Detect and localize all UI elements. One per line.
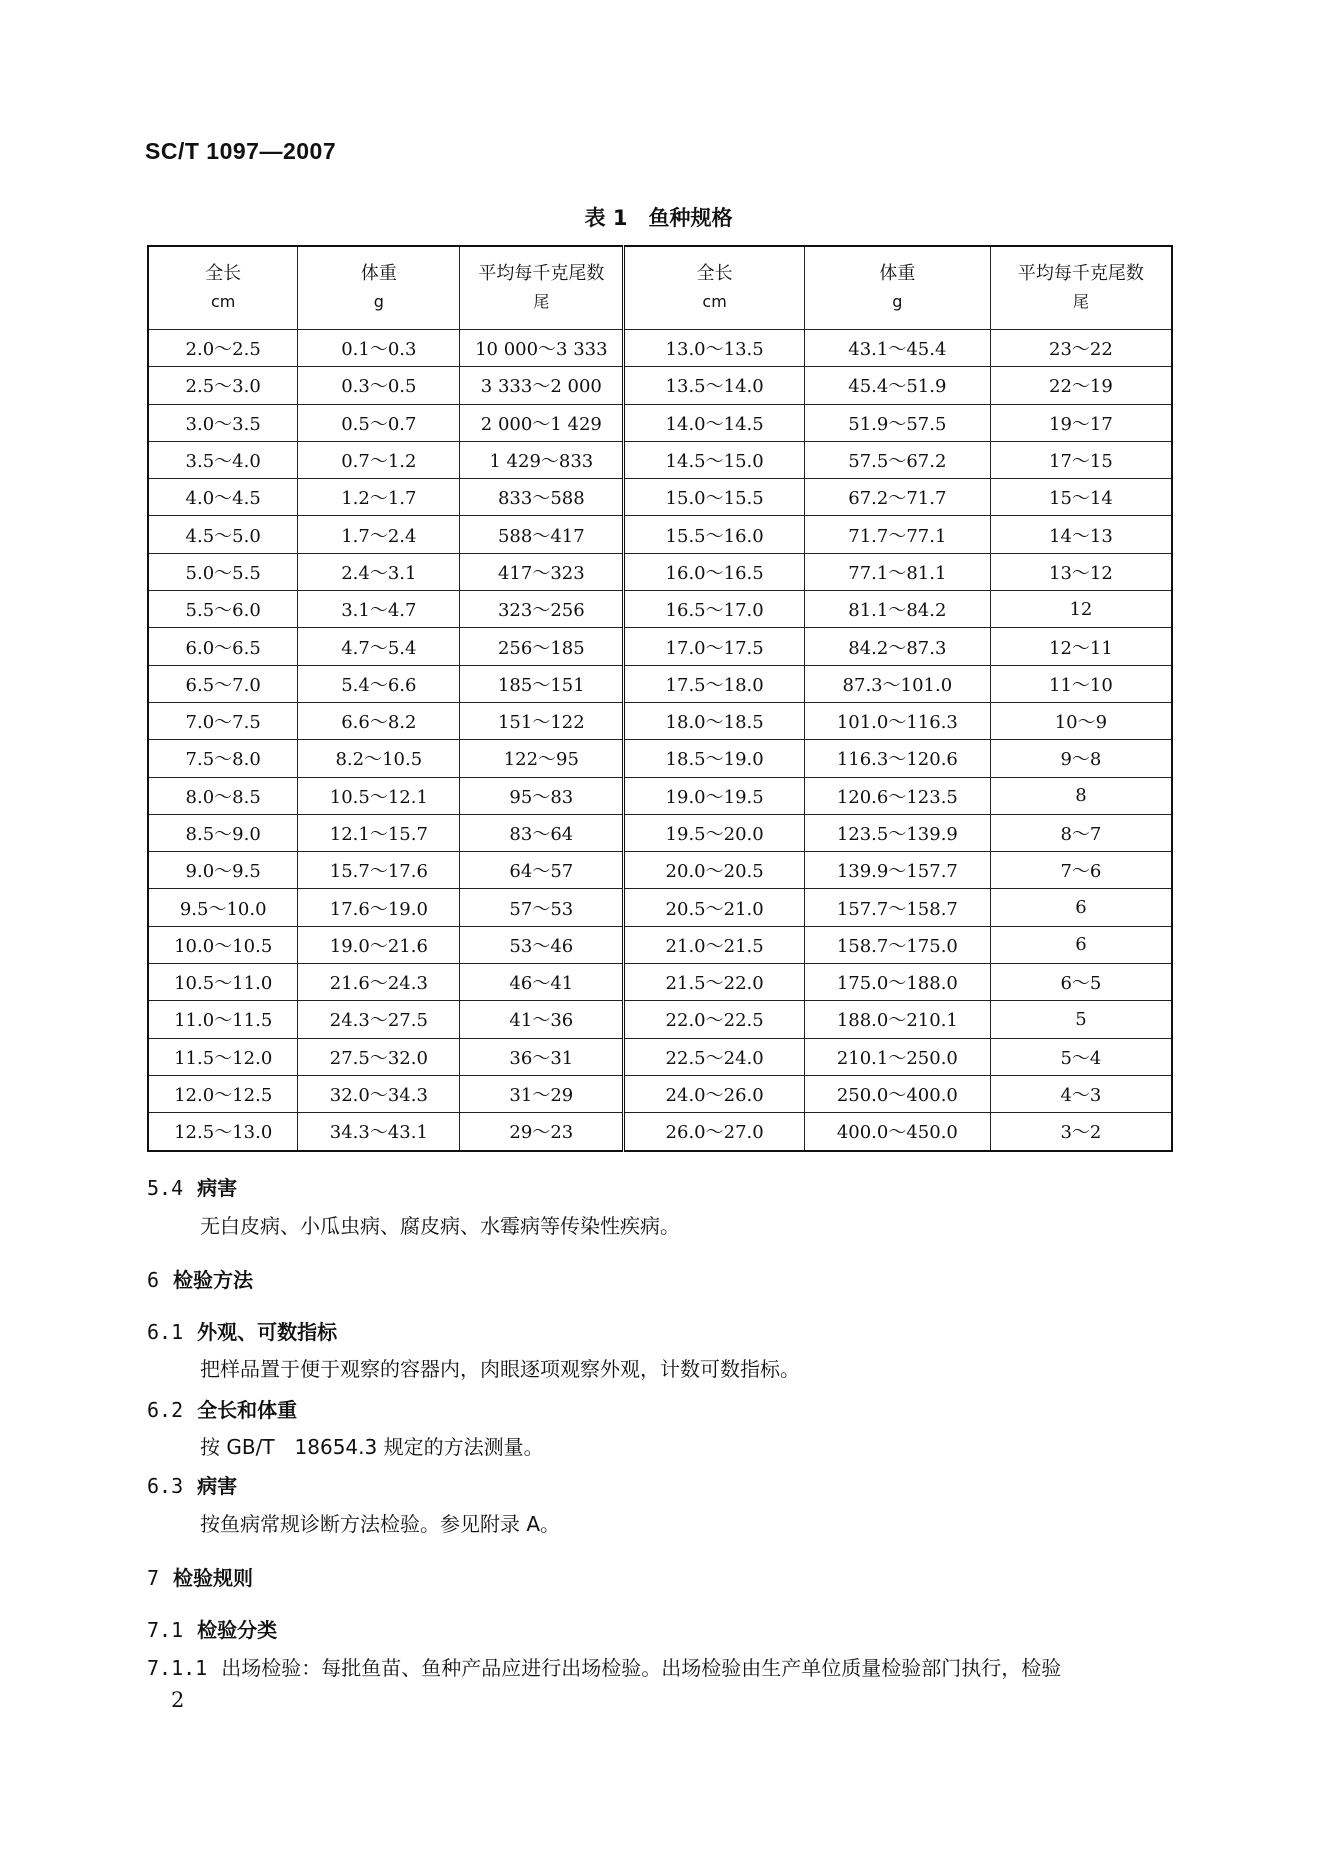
- table-cell: 8.5～9.0: [148, 814, 298, 851]
- table-cell: 3.1～4.7: [298, 591, 460, 628]
- table-cell: 2.0～2.5: [148, 330, 298, 367]
- table-cell: 10.5～11.0: [148, 964, 298, 1001]
- section-7-1: 7.1 检验分类: [147, 1618, 278, 1642]
- table-row: [148, 777, 1172, 814]
- table-cell: 81.1～84.2: [804, 591, 990, 628]
- table-cell: 22.0～22.5: [624, 1001, 805, 1038]
- table-cell: 17.6～19.0: [298, 889, 460, 926]
- table-cell: 15～14: [990, 479, 1172, 516]
- table-row: [148, 479, 1172, 516]
- table-cell: 6.5～7.0: [148, 665, 298, 702]
- table-cell: 2 000～1 429: [460, 404, 624, 441]
- section-6-2: 6.2 全长和体重: [147, 1398, 298, 1422]
- table-cell: 0.7～1.2: [298, 441, 460, 478]
- section-5-4: 5.4 病害: [147, 1176, 238, 1200]
- table-cell: 175.0～188.0: [804, 964, 990, 1001]
- table-cell: 8～7: [990, 814, 1172, 851]
- table-row: [148, 1075, 1172, 1112]
- table-cell: 3.0～3.5: [148, 404, 298, 441]
- table-cell: 53～46: [460, 926, 624, 963]
- table-cell: 7.0～7.5: [148, 702, 298, 739]
- table-cell: 14～13: [990, 516, 1172, 553]
- table-cell: 9.0～9.5: [148, 852, 298, 889]
- table-row: [148, 516, 1172, 553]
- table-cell: 120.6～123.5: [804, 777, 990, 814]
- table-cell: 27.5～32.0: [298, 1038, 460, 1075]
- table-cell: 12.1～15.7: [298, 814, 460, 851]
- table-cell: 5.4～6.6: [298, 665, 460, 702]
- table-cell: 0.1～0.3: [298, 330, 460, 367]
- table-cell: 57.5～67.2: [804, 441, 990, 478]
- table-cell: 84.2～87.3: [804, 628, 990, 665]
- table-cell: 19.0～21.6: [298, 926, 460, 963]
- table-cell: 5.0～5.5: [148, 553, 298, 590]
- paragraph-6-1: 把样品置于便于观察的容器内，肉眼逐项观察外观，计数可数指标。: [200, 1357, 800, 1381]
- table-cell: 8.2～10.5: [298, 740, 460, 777]
- table-cell: 17.0～17.5: [624, 628, 805, 665]
- table-cell: 36～31: [460, 1038, 624, 1075]
- table-cell: 10.0～10.5: [148, 926, 298, 963]
- table-cell: 19.0～19.5: [624, 777, 805, 814]
- table-cell: 158.7～175.0: [804, 926, 990, 963]
- table-row: [148, 330, 1172, 367]
- table-title: 表 1 鱼种规格: [584, 206, 733, 230]
- section-7-1-1: 7.1.1 出场检验：每批鱼苗、鱼种产品应进行出场检验。出场检验由生产单位质量检验部门执行，检验: [147, 1656, 1062, 1680]
- table-body: [148, 330, 1172, 1151]
- table-cell: 122～95: [460, 740, 624, 777]
- table-cell: 9～8: [990, 740, 1172, 777]
- table-cell: 29～23: [460, 1113, 624, 1151]
- table-row: [148, 964, 1172, 1001]
- table-row: [148, 926, 1172, 963]
- table-cell: 0.5～0.7: [298, 404, 460, 441]
- table-cell: 41～36: [460, 1001, 624, 1038]
- table-row: [148, 628, 1172, 665]
- table-cell: 185～151: [460, 665, 624, 702]
- table-cell: 417～323: [460, 553, 624, 590]
- table-cell: 16.0～16.5: [624, 553, 805, 590]
- table-cell: 323～256: [460, 591, 624, 628]
- table-cell: 4～3: [990, 1075, 1172, 1112]
- table-row: [148, 889, 1172, 926]
- table-cell: 21.0～21.5: [624, 926, 805, 963]
- table-cell: 3.5～4.0: [148, 441, 298, 478]
- table-cell: 12.5～13.0: [148, 1113, 298, 1151]
- section-6: 6 检验方法: [147, 1268, 254, 1292]
- table-cell: 4.5～5.0: [148, 516, 298, 553]
- table-cell: 6.6～8.2: [298, 702, 460, 739]
- standard-code: SC/T 1097—2007: [145, 138, 337, 164]
- table-cell: 13.0～13.5: [624, 330, 805, 367]
- table-cell: 18.0～18.5: [624, 702, 805, 739]
- table-cell: 15.7～17.6: [298, 852, 460, 889]
- table-cell: 20.5～21.0: [624, 889, 805, 926]
- table-cell: 11～10: [990, 665, 1172, 702]
- table-cell: 1.7～2.4: [298, 516, 460, 553]
- table-cell: 26.0～27.0: [624, 1113, 805, 1151]
- table-cell: 71.7～77.1: [804, 516, 990, 553]
- table-cell: 5～4: [990, 1038, 1172, 1075]
- table-row: [148, 591, 1172, 628]
- table-cell: 5: [990, 1001, 1172, 1038]
- table-cell: 11.0～11.5: [148, 1001, 298, 1038]
- table-row: [148, 740, 1172, 777]
- table-row: [148, 1038, 1172, 1075]
- table-cell: 7.5～8.0: [148, 740, 298, 777]
- table-cell: 17～15: [990, 441, 1172, 478]
- table-cell: 16.5～17.0: [624, 591, 805, 628]
- table-cell: 12.0～12.5: [148, 1075, 298, 1112]
- table-cell: 22.5～24.0: [624, 1038, 805, 1075]
- table-row: [148, 665, 1172, 702]
- table-row: [148, 553, 1172, 590]
- table-cell: 157.7～158.7: [804, 889, 990, 926]
- table-cell: 833～588: [460, 479, 624, 516]
- table-row: [148, 441, 1172, 478]
- table-cell: 6～5: [990, 964, 1172, 1001]
- table-cell: 20.0～20.5: [624, 852, 805, 889]
- table-header-row: [148, 246, 1172, 330]
- table-cell: 22～19: [990, 367, 1172, 404]
- table-cell: 21.6～24.3: [298, 964, 460, 1001]
- table-row: [148, 852, 1172, 889]
- header-count-2: 平均每千克尾数 尾: [990, 246, 1172, 330]
- table-cell: 250.0～400.0: [804, 1075, 990, 1112]
- table-cell: 2.4～3.1: [298, 553, 460, 590]
- table-cell: 14.0～14.5: [624, 404, 805, 441]
- table-cell: 12: [990, 591, 1172, 628]
- table-cell: 139.9～157.7: [804, 852, 990, 889]
- table-cell: 15.0～15.5: [624, 479, 805, 516]
- table-row: [148, 1113, 1172, 1151]
- section-6-1: 6.1 外观、可数指标: [147, 1320, 338, 1344]
- table-row: [148, 814, 1172, 851]
- table-cell: 11.5～12.0: [148, 1038, 298, 1075]
- fish-spec-table: [147, 245, 1173, 1152]
- table-cell: 8.0～8.5: [148, 777, 298, 814]
- table-cell: 0.3～0.5: [298, 367, 460, 404]
- table-cell: 24.3～27.5: [298, 1001, 460, 1038]
- paragraph-6-3: 按鱼病常规诊断方法检验。参见附录 A。: [200, 1512, 561, 1536]
- table-cell: 4.0～4.5: [148, 479, 298, 516]
- table-cell: 2.5～3.0: [148, 367, 298, 404]
- table-cell: 3～2: [990, 1113, 1172, 1151]
- table-cell: 116.3～120.6: [804, 740, 990, 777]
- table-row: [148, 367, 1172, 404]
- table-cell: 588～417: [460, 516, 624, 553]
- table-cell: 6: [990, 889, 1172, 926]
- table-cell: 15.5～16.0: [624, 516, 805, 553]
- table-cell: 17.5～18.0: [624, 665, 805, 702]
- table-cell: 32.0～34.3: [298, 1075, 460, 1112]
- table-cell: 13.5～14.0: [624, 367, 805, 404]
- table-cell: 10 000～3 333: [460, 330, 624, 367]
- table-cell: 83～64: [460, 814, 624, 851]
- table-cell: 77.1～81.1: [804, 553, 990, 590]
- table-cell: 1 429～833: [460, 441, 624, 478]
- table-cell: 43.1～45.4: [804, 330, 990, 367]
- section-6-3: 6.3 病害: [147, 1474, 238, 1498]
- table-cell: 57～53: [460, 889, 624, 926]
- table-cell: 256～185: [460, 628, 624, 665]
- table-cell: 23～22: [990, 330, 1172, 367]
- table-cell: 12～11: [990, 628, 1172, 665]
- page-number: 2: [171, 1688, 185, 1712]
- table-cell: 10.5～12.1: [298, 777, 460, 814]
- table-row: [148, 1001, 1172, 1038]
- table-cell: 21.5～22.0: [624, 964, 805, 1001]
- section-7: 7 检验规则: [147, 1566, 254, 1590]
- table-cell: 19～17: [990, 404, 1172, 441]
- table-cell: 6: [990, 926, 1172, 963]
- table-cell: 188.0～210.1: [804, 1001, 990, 1038]
- table-cell: 5.5～6.0: [148, 591, 298, 628]
- table-cell: 101.0～116.3: [804, 702, 990, 739]
- table-cell: 64～57: [460, 852, 624, 889]
- header-weight-1: 体重 g: [298, 246, 460, 330]
- table-cell: 14.5～15.0: [624, 441, 805, 478]
- paragraph-5-4: 无白皮病、小瓜虫病、腐皮病、水霉病等传染性疾病。: [200, 1214, 680, 1238]
- table-row: [148, 702, 1172, 739]
- table-cell: 151～122: [460, 702, 624, 739]
- table-row: [148, 404, 1172, 441]
- header-length-1: 全长 cm: [148, 246, 298, 330]
- table-cell: 4.7～5.4: [298, 628, 460, 665]
- table-cell: 46～41: [460, 964, 624, 1001]
- table-cell: 3 333～2 000: [460, 367, 624, 404]
- header-weight-2: 体重 g: [804, 246, 990, 330]
- table-cell: 45.4～51.9: [804, 367, 990, 404]
- table-cell: 400.0～450.0: [804, 1113, 990, 1151]
- table-cell: 34.3～43.1: [298, 1113, 460, 1151]
- table-cell: 6.0～6.5: [148, 628, 298, 665]
- table-cell: 10～9: [990, 702, 1172, 739]
- table-cell: 31～29: [460, 1075, 624, 1112]
- table-cell: 24.0～26.0: [624, 1075, 805, 1112]
- paragraph-7-1-1: 出场检验：每批鱼苗、鱼种产品应进行出场检验。出场检验由生产单位质量检验部门执行，检验: [221, 1656, 1062, 1680]
- header-length-2: 全长 cm: [624, 246, 805, 330]
- table-cell: 1.2～1.7: [298, 479, 460, 516]
- header-count-1: 平均每千克尾数 尾: [460, 246, 624, 330]
- paragraph-6-2: 按 GB/T 18654.3 规定的方法测量。: [200, 1435, 544, 1459]
- table-cell: 9.5～10.0: [148, 889, 298, 926]
- table-cell: 123.5～139.9: [804, 814, 990, 851]
- table-cell: 8: [990, 777, 1172, 814]
- table-cell: 87.3～101.0: [804, 665, 990, 702]
- table-cell: 7～6: [990, 852, 1172, 889]
- table-cell: 13～12: [990, 553, 1172, 590]
- table-cell: 19.5～20.0: [624, 814, 805, 851]
- table-cell: 95～83: [460, 777, 624, 814]
- table-cell: 51.9～57.5: [804, 404, 990, 441]
- table-cell: 210.1～250.0: [804, 1038, 990, 1075]
- table-cell: 67.2～71.7: [804, 479, 990, 516]
- table-cell: 18.5～19.0: [624, 740, 805, 777]
